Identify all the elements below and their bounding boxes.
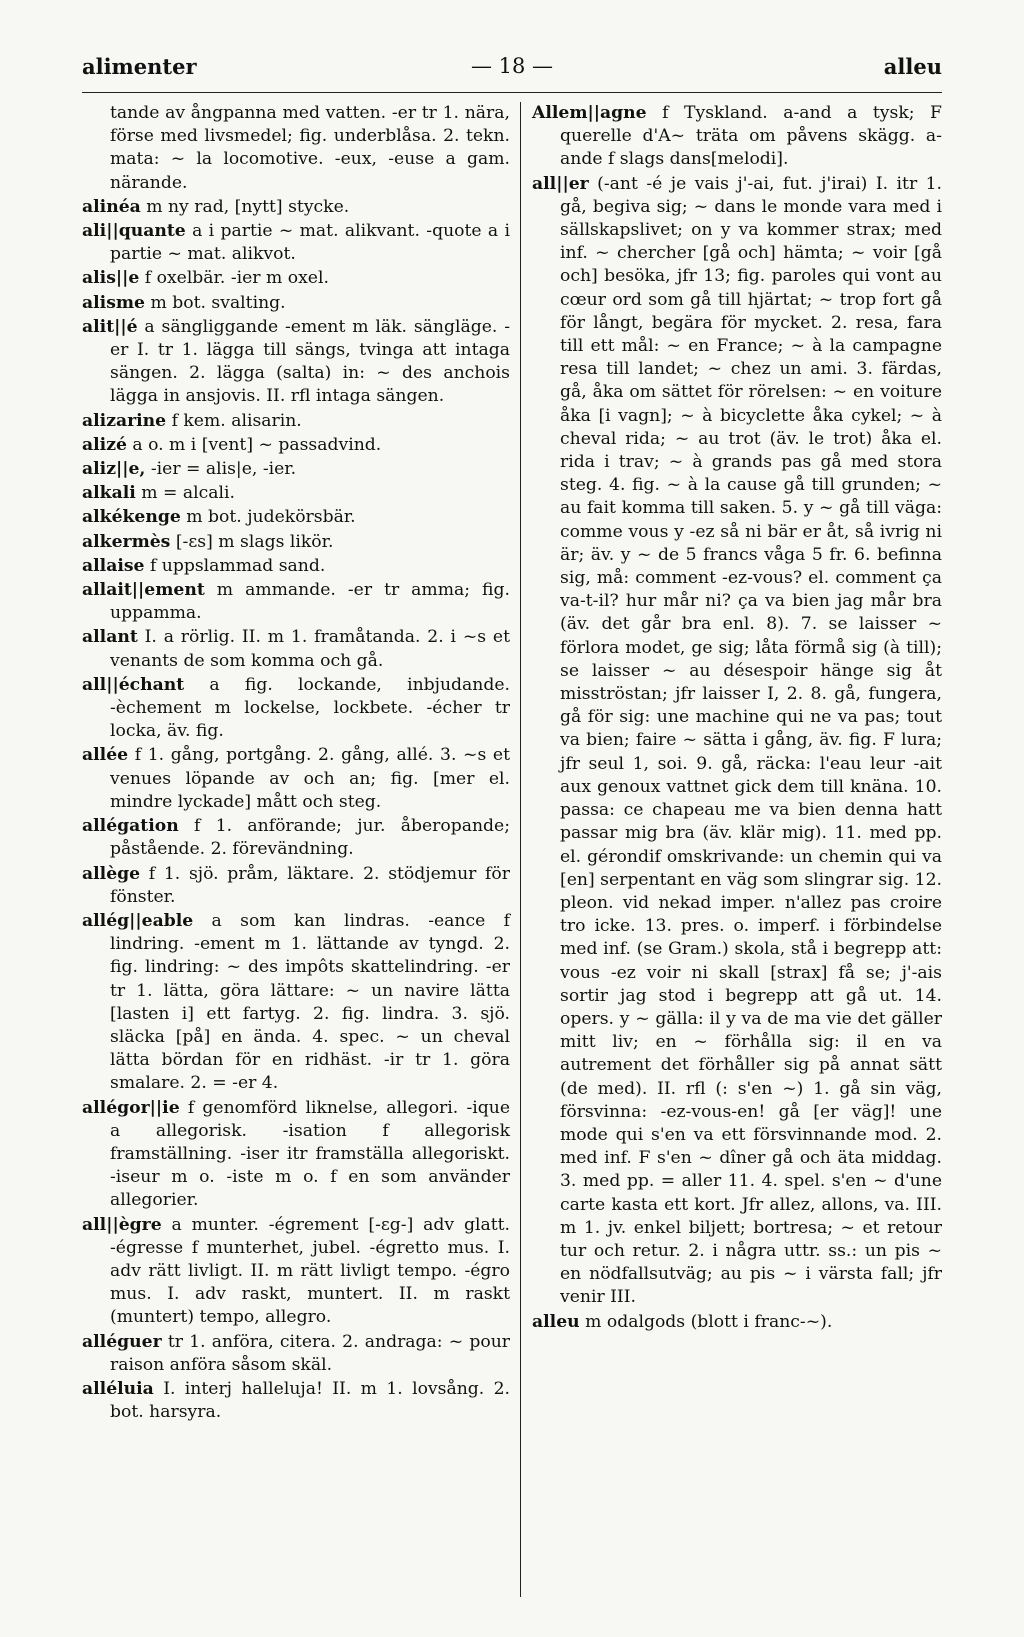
dictionary-entry: ali||quante a i partie ~ mat. alikvant. -quote a i partie ~ mat. alikvot. (82, 221, 510, 265)
dictionary-entry: alizé a o. m i [vent] ~ passadvind. (82, 434, 382, 455)
dictionary-entry: all||échant a fig. lockande, inbjudande. -èchement m lockelse, lockbete. -écher tr locka, äv. fig. (82, 674, 510, 742)
column-divider (520, 102, 521, 1597)
dictionary-entry: allège f 1. sjö. pråm, läktare. 2. stödjemur för fönster. (82, 863, 510, 907)
dictionary-entry: allég||eable a som kan lindras. -eance f lindring. -ement m 1. lättande av tyngd. 2. fig. lindring: ~ des impôts skattelindring. -er tr 1. lätta, göra lättare: ~ un navire lätta [lasten i] ett fartyg. 2. fig. lindra. 3. sjö. släcka [på] en ända. 4. spec. ~ un cheval lätta bördan för en ridhäst. -ir tr 1. göra smalare. 2. = -er 4. (82, 910, 510, 1094)
header-right-guideword: alleu (883, 54, 942, 79)
dictionary-entry: all||er (-ant -é je vais j'-ai, fut. j'irai) I. itr 1. gå, begiva sig; ~ dans le monde vara med i sällskapslivet; on y va kommer strax; med inf. ~ chercher [gå och] hämta; ~ voir [gå och] besöka, jfr 13; fig. paroles qui vont au cœur ord som gå till hjärtat; ~ trop fort gå för långt, begära för mycket. 2. resa, fara till ett mål: ~ en France; ~ à la campagne resa till landet; ~ chez un ami. 3. färdas, gå, åka om sättet för rörelsen: ~ en voiture åka [i vagn]; ~ à bicyclette åka cykel; ~ à cheval rida; ~ au trot (äv. le trot) åka el. rida i trav; ~ à grands pas gå med stora steg. 4. fig. ~ à la cause gå till grunden; ~ au fait komma till saken. 5. y ~ gå till väga: comme vous y -ez så ni bär er åt, så ivrig ni är; äv. y ~ de 5 francs våga 5 fr. 6. befinna sig, må: comment -ez-vous? el. comment ça va-t-il? hur mår ni? ça va bien jag mår bra (äv. det går bra enl. 8). 7. se laisser ~ förlora modet, ge sig; låta förmå sig (à till); se laisser ~ au désespoir hänge sig åt misströstan; jfr laisser I, 2. 8. gå, fungera, gå för sig: une machine qui ne va pas; tout va bien; faire ~ sätta i gång, äv. fig. F lura; jfr seul 1, soi. 9. gå, räcka: l'eau leur -ait aux genoux vattnet gick dem till knäna. 10. passa: ce chapeau me va bien denna hatt passar mig bra (äv. klär mig). 11. med pp. el. gérondif omskrivande: un chemin qui va [en] serpentant en väg som slingrar sig. 12. pleon. vid nekad imper. n'allez pas croire tro icke. 13. pres. o. imperf. i förbindelse med inf. (se Gram.) skola, stå i begrepp att: vous -ez voir ni skall [strax] få se; j'-ais sortir jag stod i begrepp att gå ut. 14. opers. y ~ gälla: il y va de ma vie det gäller mitt liv; en ~ förhålla sig: il en va autrement det förhåller sig på annat sätt (de med). II. rfl (: s'en ~) 1. gå sin väg, försvinna: -ez-vous-en! gå [er väg]! une mode qui s'en va ett försvinnande mod. 2. med inf. F s'en ~ dîner gå och äta middag. 3. med pp. = aller 11. 4. spel. s'en ~ d'une carte kasta ett kort. Jfr allez, allons, va. III. m 1. jv. enkel biljett; bortresa; ~ et retour tur och retur. 2. i några uttr. ss.: un pis ~ en nödfallsutväg; au pis ~ i värsta fall; jfr venir III. (532, 173, 942, 1308)
dictionary-entry: alkermès [-ɛs] m slags likör. (82, 531, 334, 552)
dictionary-entry: alkali m = alcali. (82, 483, 235, 504)
page-header (82, 54, 942, 84)
dictionary-entry: allée f 1. gång, portgång. 2. gång, allé. 3. ~s et venues löpande av och an; fig. [mer el. mindre lyckade] mått och steg. (82, 745, 510, 812)
dictionary-entry: alinéa m ny rad, [nytt] stycke. (82, 196, 350, 217)
right-column (532, 102, 942, 1335)
page-number: — 18 — (470, 54, 554, 78)
dictionary-entry: alis||e f oxelbär. -ier m oxel. (82, 268, 329, 289)
dictionary-entry: allait||ement m ammande. -er tr amma; fig. uppamma. (82, 580, 510, 624)
dictionary-entry: tande av ångpanna med vatten. -er tr 1. nära, förse med livsmedel; fig. underblåsa. 2. tekn. mata: ~ la locomotive. -eux, -euse a gam. närande. (110, 103, 510, 193)
dictionary-entry: alleu m odalgods (blott i franc-~). (532, 1311, 833, 1332)
header-rule (82, 92, 942, 93)
dictionary-entry: alkékenge m bot. judekörsbär. (82, 507, 356, 528)
dictionary-entry: allégation f 1. anförande; jur. åberopande; påstående. 2. förevändning. (82, 816, 510, 860)
dictionary-entry: all||ègre a munter. -égrement [-ɛg-] adv glatt. -égresse f munterhet, jubel. -égretto mus. I. adv rätt livligt. II. m rätt livligt tempo. -égro mus. I. adv raskt, muntert. II. m raskt (muntert) tempo, allegro. (82, 1214, 510, 1328)
header-left-guideword: alimenter (82, 54, 197, 79)
dictionary-entry: alit||é a sängliggande -ement m läk. sängläge. -er I. tr 1. lägga till sängs, tvinga att intaga sängen. 2. lägga (salta) in: ~ des anchois lägga in ansjovis. II. rfl intaga sängen. (82, 316, 510, 407)
dictionary-entry: allaise f uppslammad sand. (82, 555, 326, 576)
dictionary-entry: allant I. a rörlig. II. m 1. framåtanda. 2. i ~s et venants de som komma och gå. (82, 627, 510, 671)
left-column (82, 102, 510, 1425)
dictionary-entry: alizarine f kem. alisarin. (82, 410, 302, 431)
dictionary-entry: alisme m bot. svalting. (82, 292, 286, 313)
dictionary-entry: aliz||e, -ier = alis|e, -ier. (82, 459, 297, 480)
dictionary-entry: Allem||agne f Tyskland. a-and a tysk; F querelle d'A~ träta om påvens skägg. a-ande f slags dans[melodi]. (532, 103, 942, 170)
dictionary-entry: allégor||ie f genomförd liknelse, allegori. -ique a allegorisk. -isation f allegorisk framställning. -iser itr framställa allegoriskt. -iseur m o. -iste m o. f en som använder allegorier. (82, 1097, 510, 1211)
dictionary-entry: alléguer tr 1. anföra, citera. 2. andraga: ~ pour raison anföra såsom skäl. (82, 1331, 510, 1375)
dictionary-entry: alléluia I. interj halleluja! II. m 1. lovsång. 2. bot. harsyra. (82, 1378, 510, 1423)
